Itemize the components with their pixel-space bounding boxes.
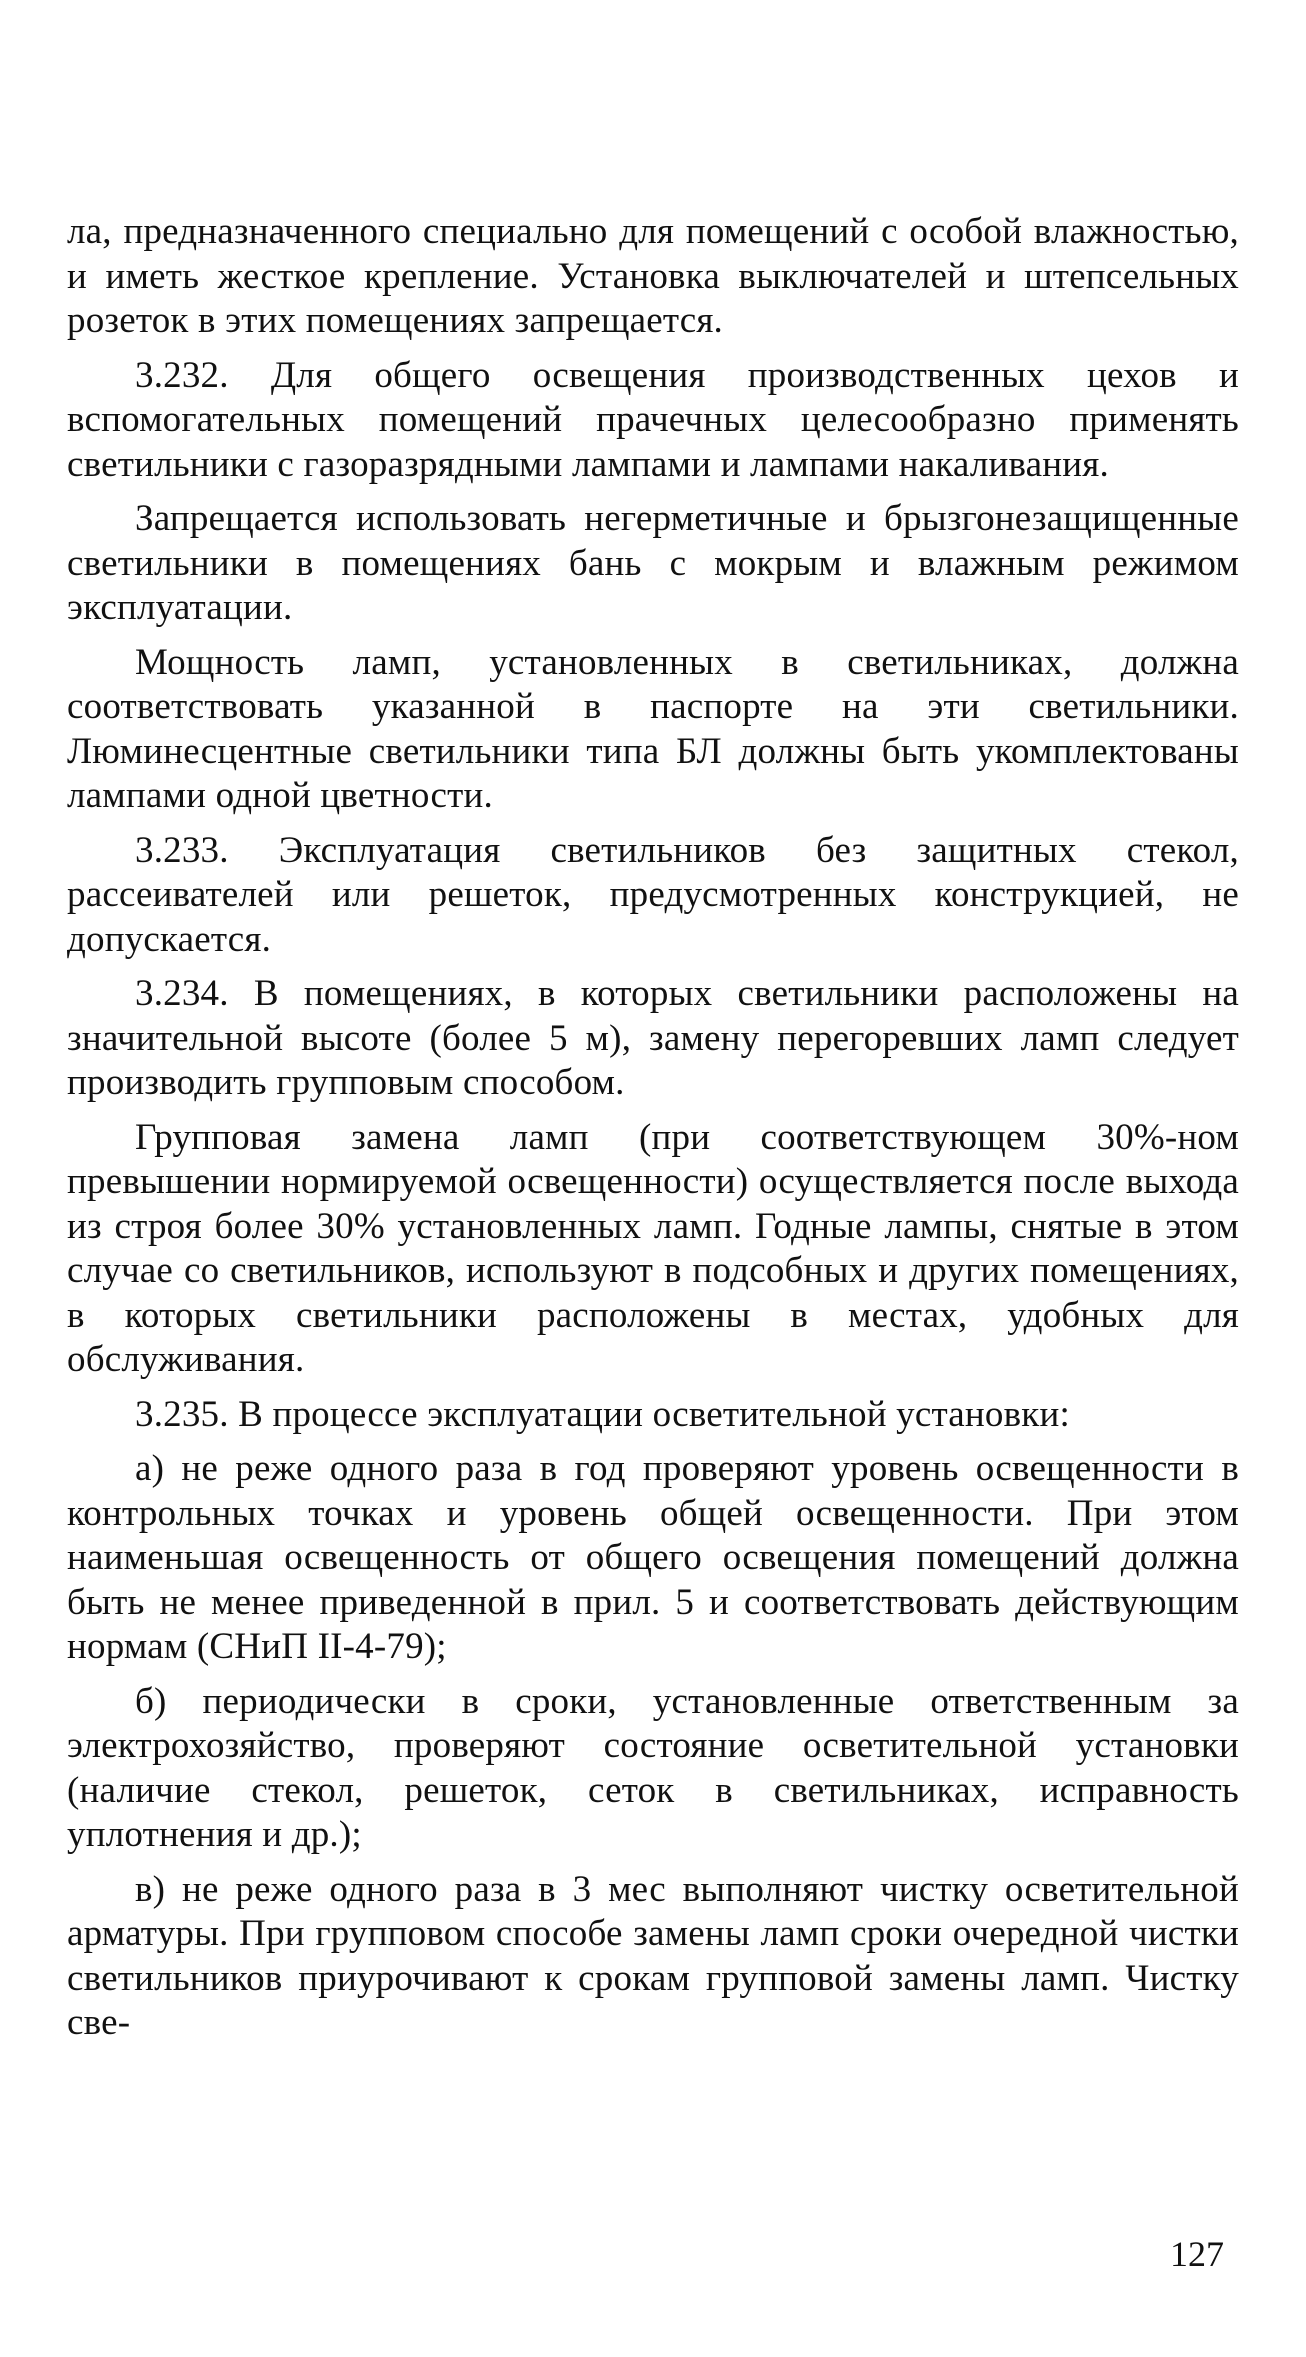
paragraph-item-v: в) не реже одного раза в 3 мес выполняют чистку осветительной арматуры. При групповом способе замены ламп сроки очередной чистки светильников приурочивают к срокам групповой замены ламп. Чистку све- [67,1868,1239,2043]
page-body [67,210,1239,2056]
paragraph-3-233: 3.233. Эксплуатация светильников без защитных стекол, рассеивателей или решеток, предусмотренных конструкцией, не допускается. [67,829,1239,960]
paragraph-3-232: 3.232. Для общего освещения производственных цехов и вспомогательных помещений прачечных целесообразно применять светильники с газоразрядными лампами и лампами накаливания. [67,354,1239,485]
paragraph-group-replacement: Групповая замена ламп (при соответствующем 30%-ном превышении нормируемой освещенности) осуществляется после выхода из строя более 30% установленных ламп. Годные лампы, снятые в этом случае со светильников, используют в подсобных и других помещениях, в которых светильники расположены в местах, удобных для обслуживания. [67,1116,1239,1380]
paragraph-3-234: 3.234. В помещениях, в которых светильники расположены на значительной высоте (более 5 м), замену перегоревших ламп следует производить групповым способом. [67,973,1239,1103]
paragraph-item-b: б) периодически в сроки, установленные ответственным за электрохозяйство, проверяют состояние осветительной установки (наличие стекол, решеток, сеток в светильниках, исправность уплотнения и др.); [67,1680,1239,1855]
paragraph-continuation: ла, предназначенного специально для помещений с особой влажностью, и иметь жесткое крепление. Установка выключателей и штепсельных розеток в этих помещениях запрещается. [67,211,1239,341]
page-number: 127 [1170,2234,1224,2274]
paragraph-lamp-power: Мощность ламп, установленных в светильниках, должна соответствовать указанной в паспорте на эти светильники. Люминесцентные светильники типа БЛ должны быть укомплектованы лампами одной цветности. [67,641,1239,816]
paragraph-item-a: а) не реже одного раза в год проверяют уровень освещенности в контрольных точках и уровень общей освещенности. При этом наименьшая освещенность от общего освещения помещений должна быть не менее приведенной в прил. 5 и соответствовать действующим нормам (СНиП II-4-79); [67,1448,1239,1667]
paragraph-3-235: 3.235. В процессе эксплуатации осветительной установки: [135,1393,1070,1435]
paragraph-prohibition: Запрещается использовать негерметичные и брызгонезащищенные светильники в помещениях бань с мокрым и влажным режимом эксплуатации. [67,498,1239,628]
